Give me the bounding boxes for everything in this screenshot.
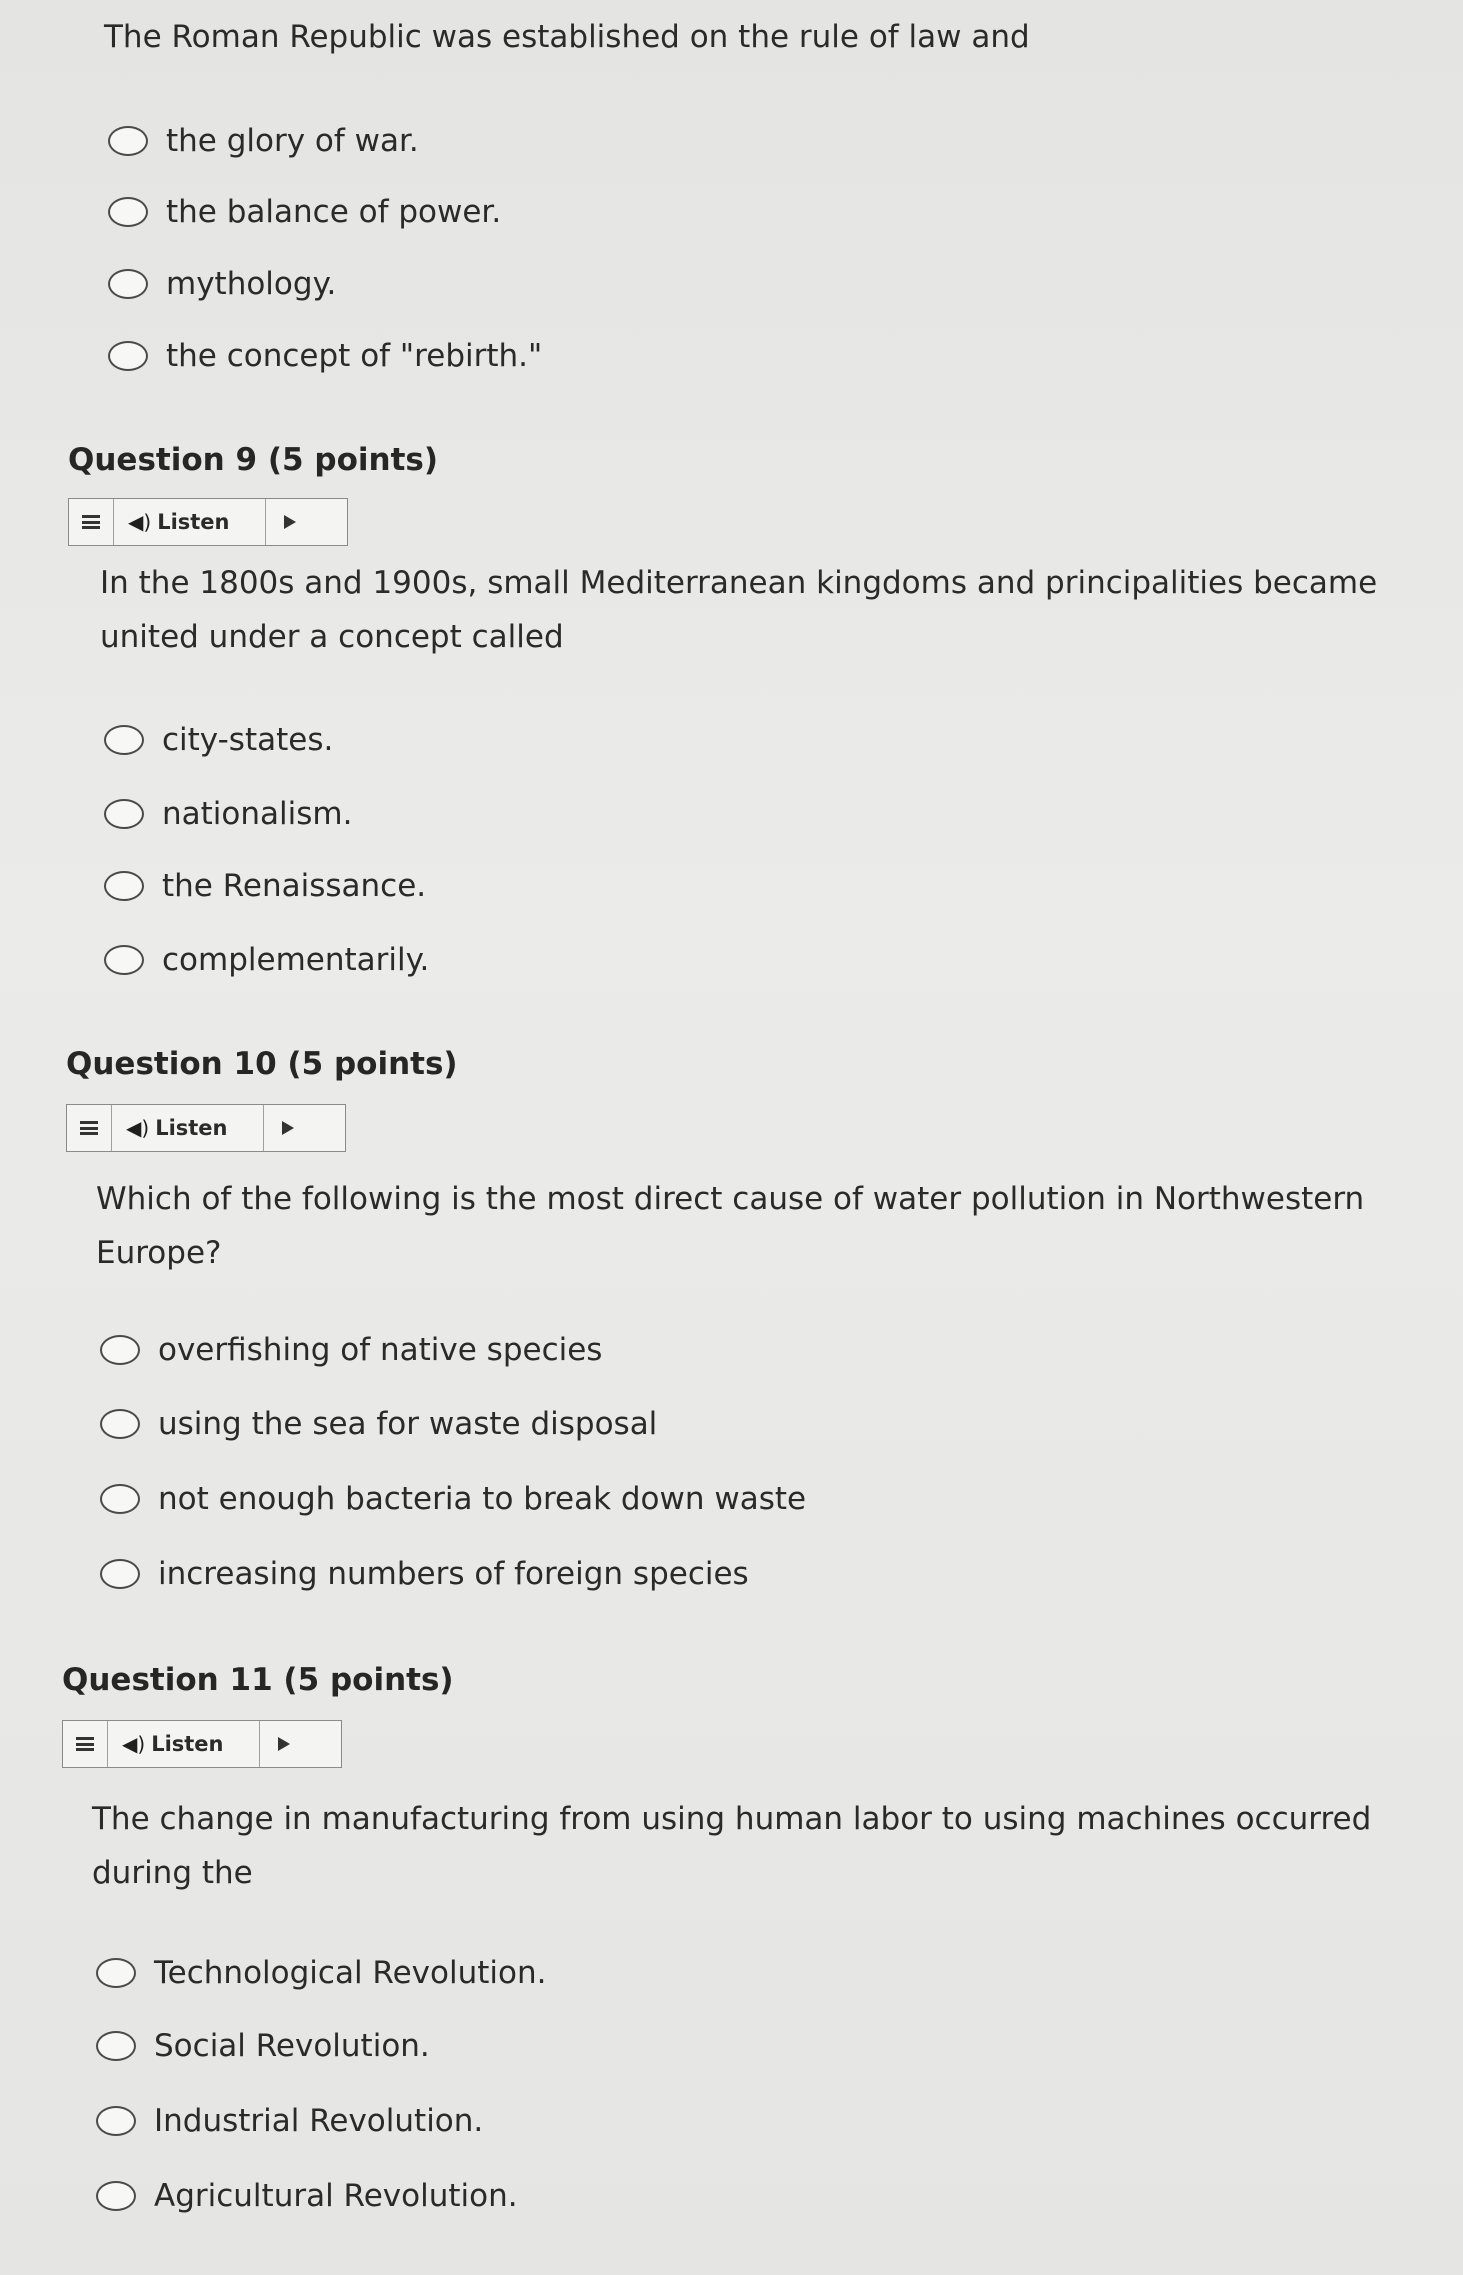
q11-option-3[interactable] — [96, 2103, 483, 2139]
q8-option-4[interactable] — [108, 338, 542, 374]
q8-option-3[interactable] — [108, 266, 336, 302]
q10-option-4[interactable] — [100, 1556, 749, 1592]
radio-button[interactable] — [108, 126, 148, 156]
q9-option-2[interactable] — [104, 796, 352, 832]
q9-option-3[interactable] — [104, 868, 426, 904]
option-label: increasing numbers of foreign species — [158, 1556, 749, 1592]
q11-listen-toolbar — [62, 1720, 342, 1768]
play-button[interactable] — [260, 1721, 341, 1767]
menu-icon — [80, 1121, 98, 1135]
listen-button[interactable] — [114, 499, 266, 545]
option-label: overfishing of native species — [158, 1332, 603, 1368]
play-icon — [282, 1121, 294, 1135]
q10-option-3[interactable] — [100, 1481, 806, 1517]
radio-button[interactable] — [100, 1409, 140, 1439]
radio-button[interactable] — [96, 2181, 136, 2211]
q10-option-2[interactable] — [100, 1406, 657, 1442]
q9-option-4[interactable] — [104, 942, 429, 978]
speaker-icon: ◀) — [128, 510, 152, 534]
radio-button[interactable] — [100, 1559, 140, 1589]
question-11-stem: The change in manufacturing from using human labor to using machines occurred during the — [92, 1801, 1372, 1891]
radio-button[interactable] — [108, 269, 148, 299]
question-10-heading: Question 10 (5 points) — [66, 1046, 458, 1082]
menu-icon — [76, 1737, 94, 1751]
option-label: the glory of war. — [166, 123, 419, 159]
listen-button[interactable] — [112, 1105, 264, 1151]
menu-icon — [82, 515, 100, 529]
radio-button[interactable] — [96, 1958, 136, 1988]
play-icon — [284, 515, 296, 529]
option-label: nationalism. — [162, 796, 353, 832]
listen-label: Listen — [151, 1732, 224, 1756]
option-label: Technological Revolution. — [154, 1955, 547, 1991]
radio-button[interactable] — [96, 2106, 136, 2136]
option-label: not enough bacteria to break down waste — [158, 1481, 807, 1517]
listen-menu-button[interactable] — [67, 1105, 112, 1151]
play-icon — [278, 1737, 290, 1751]
q10-listen-toolbar — [66, 1104, 346, 1152]
question-9-heading: Question 9 (5 points) — [68, 442, 439, 478]
listen-button[interactable] — [108, 1721, 260, 1767]
listen-menu-button[interactable] — [69, 499, 114, 545]
listen-label: Listen — [157, 510, 230, 534]
radio-button[interactable] — [96, 2031, 136, 2061]
option-label: mythology. — [166, 266, 337, 302]
question-9-stem: In the 1800s and 1900s, small Mediterranean kingdoms and principalities became united under a concept called — [100, 565, 1378, 655]
q8-option-1[interactable] — [108, 123, 419, 159]
radio-button[interactable] — [104, 725, 144, 755]
listen-label: Listen — [155, 1116, 228, 1140]
q9-option-1[interactable] — [104, 722, 333, 758]
option-label: the balance of power. — [166, 194, 502, 230]
q10-option-1[interactable] — [100, 1332, 602, 1368]
option-label: city-states. — [162, 722, 334, 758]
speaker-icon: ◀) — [126, 1116, 150, 1140]
question-10-stem: Which of the following is the most direct cause of water pollution in Northwestern Europe? — [96, 1181, 1365, 1271]
radio-button[interactable] — [100, 1484, 140, 1514]
option-label: the Renaissance. — [162, 868, 427, 904]
option-label: the concept of "rebirth." — [166, 338, 543, 374]
radio-button[interactable] — [100, 1335, 140, 1365]
option-label: using the sea for waste disposal — [158, 1406, 658, 1442]
radio-button[interactable] — [104, 871, 144, 901]
option-label: Agricultural Revolution. — [154, 2178, 518, 2214]
radio-button[interactable] — [104, 799, 144, 829]
q11-option-4[interactable] — [96, 2178, 518, 2214]
question-8-stem: The Roman Republic was established on the rule of law and — [104, 19, 1030, 55]
q8-option-2[interactable] — [108, 194, 501, 230]
option-label: Social Revolution. — [154, 2028, 430, 2064]
option-label: complementarily. — [162, 942, 430, 978]
question-11-heading: Question 11 (5 points) — [62, 1662, 454, 1698]
option-label: Industrial Revolution. — [154, 2103, 484, 2139]
radio-button[interactable] — [108, 341, 148, 371]
speaker-icon: ◀) — [122, 1732, 146, 1756]
play-button[interactable] — [266, 499, 347, 545]
radio-button[interactable] — [108, 197, 148, 227]
q9-listen-toolbar — [68, 498, 348, 546]
q11-option-2[interactable] — [96, 2028, 430, 2064]
radio-button[interactable] — [104, 945, 144, 975]
play-button[interactable] — [264, 1105, 345, 1151]
q11-option-1[interactable] — [96, 1955, 546, 1991]
listen-menu-button[interactable] — [63, 1721, 108, 1767]
